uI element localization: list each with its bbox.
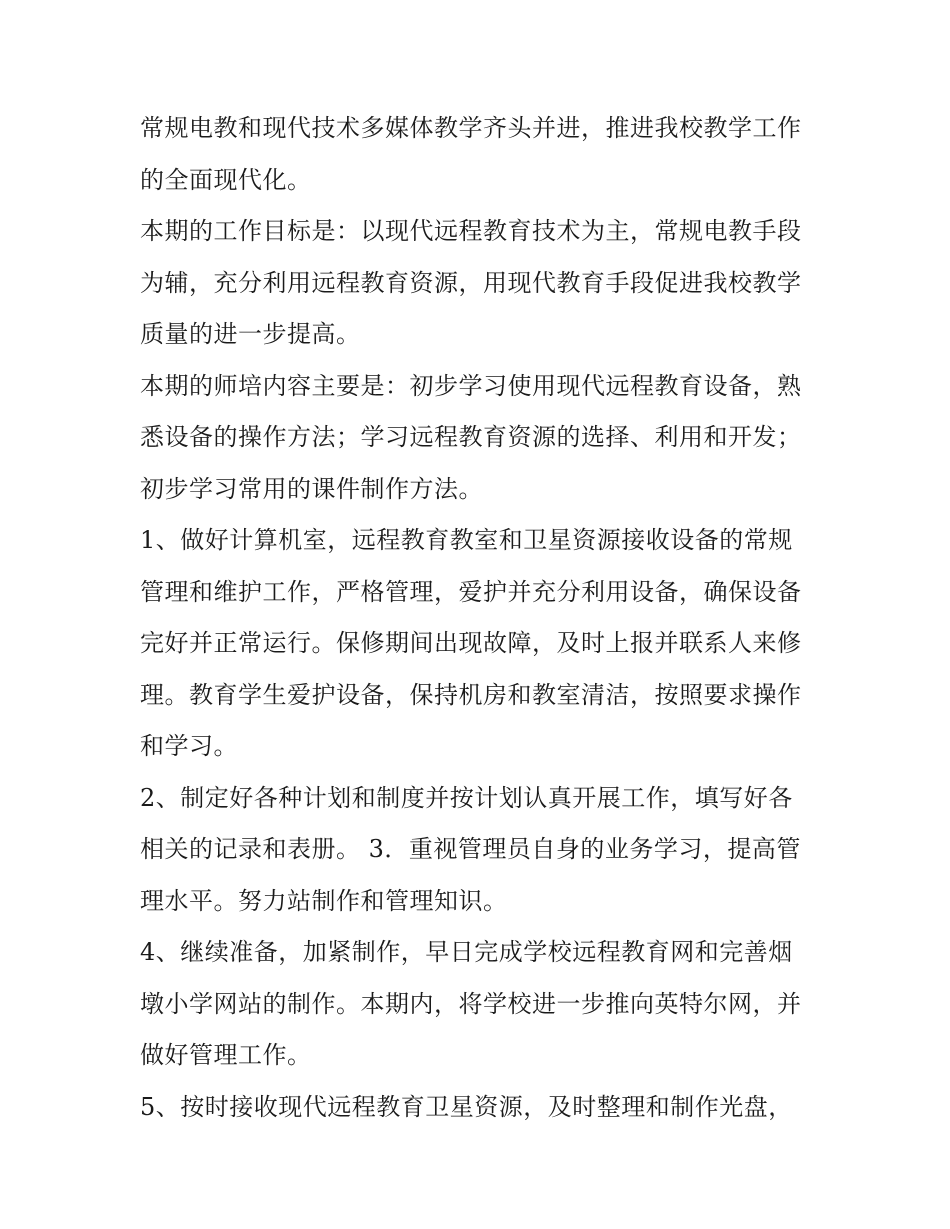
paragraph-work-goal (140, 206, 820, 361)
list-item-4 (140, 927, 820, 1082)
text-line: 悉设备的操作方法；学习远程教育资源的选择、利用和开发； (140, 423, 802, 451)
paragraph-training-content (140, 361, 820, 516)
text-line: 5、按时接收现代远程教育卫星资源，及时整理和制作光盘， (140, 1092, 793, 1121)
text-line: 相关的记录和表册。 3．重视管理员自身的业务学习，提高管 (140, 835, 801, 863)
text-line: 质量的进一步提高。 (140, 320, 361, 348)
text-line: 完好并正常运行。保修期间出现故障，及时上报并联系人来修 (140, 629, 802, 657)
text-line: 初步学习常用的课件制作方法。 (140, 474, 483, 503)
list-item-2 (140, 773, 820, 928)
text-line: 做好管理工作。 (140, 1041, 312, 1069)
text-line: 管理和维护工作，严格管理，爱护并充分利用设备，确保设备 (140, 577, 802, 606)
text-line: 1、做好计算机室，远程教育教室和卫星资源接收设备的常规 (140, 526, 793, 554)
text-line: 理。教育学生爱护设备，保持机房和教室清洁，按照要求操作 (140, 680, 802, 709)
text-line: 本期的工作目标是：以现代远程教育技术为主，常规电教手段 (140, 217, 802, 245)
paragraph-intro (140, 103, 820, 206)
list-item-5 (140, 1082, 820, 1134)
text-line: 2、制定好各种计划和制度并按计划认真开展工作，填写好各 (140, 783, 793, 812)
text-line: 和学习。 (140, 732, 238, 760)
text-line: 墩小学网站的制作。本期内，将学校进一步推向英特尔网，并 (140, 989, 802, 1018)
document-body (140, 103, 820, 1133)
text-line: 的全面现代化。 (140, 165, 312, 194)
list-item-1 (140, 515, 820, 773)
text-line: 本期的师培内容主要是：初步学习使用现代远程教育设备，熟 (140, 371, 802, 400)
text-line: 常规电教和现代技术多媒体教学齐头并进，推进我校教学工作 (140, 114, 802, 142)
text-line: 为辅，充分利用远程教育资源，用现代教育手段促进我校教学 (140, 268, 802, 297)
text-line: 理水平。努力站制作和管理知识。 (140, 886, 508, 915)
text-line: 4、继续准备，加紧制作，早日完成学校远程教育网和完善烟 (140, 938, 793, 966)
